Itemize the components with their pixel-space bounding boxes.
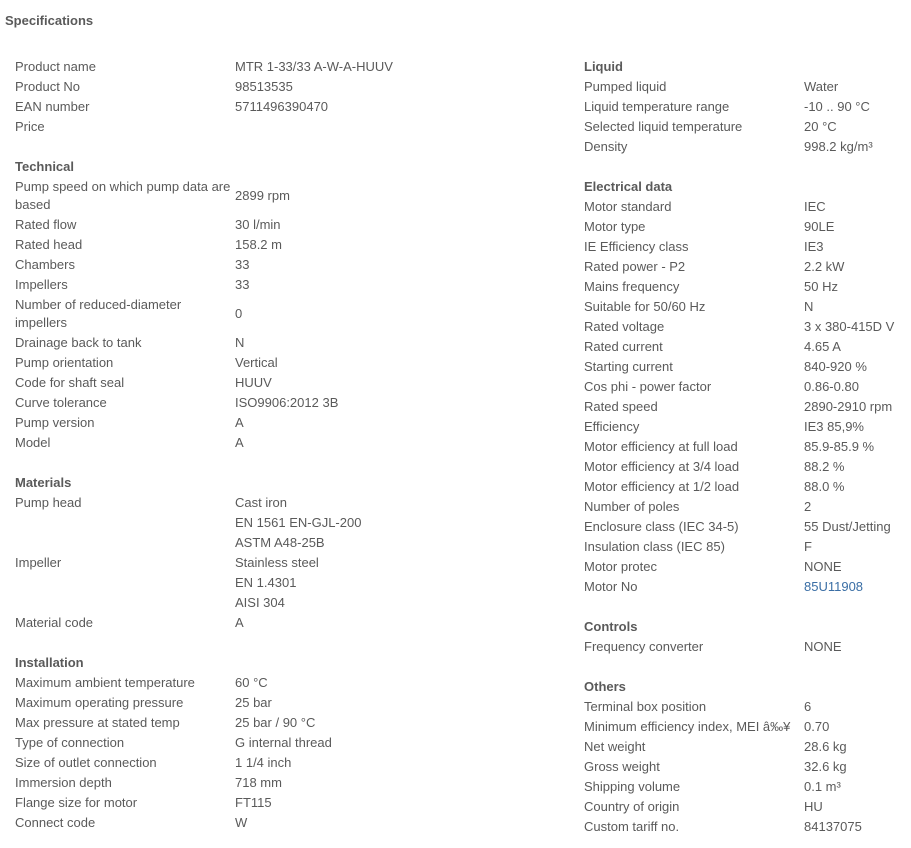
spec-label: Motor efficiency at 3/4 load <box>584 459 740 474</box>
controls-section <box>584 617 908 657</box>
spec-label: Gross weight <box>584 759 660 774</box>
others-section <box>584 677 908 837</box>
spec-label: Motor efficiency at 1/2 load <box>584 479 740 494</box>
spec-label: Rated voltage <box>584 319 665 334</box>
spec-value: Stainless steel <box>235 555 319 570</box>
spec-row <box>584 697 908 717</box>
spec-value: N <box>235 335 245 350</box>
spec-value: A <box>235 415 244 430</box>
spec-value: ASTM A48-25B <box>235 535 325 550</box>
spec-label: Motor standard <box>584 199 672 214</box>
spec-value: 840-920 % <box>804 359 867 374</box>
liquid-section <box>584 57 908 157</box>
spec-value: 88.0 % <box>804 479 845 494</box>
motor-no-link[interactable]: 85U11908 <box>804 579 864 594</box>
spec-row <box>584 197 908 217</box>
spec-row <box>584 757 908 777</box>
spec-label: Minimum efficiency index, MEI â‰¥ <box>584 719 791 734</box>
spec-value: 158.2 m <box>235 237 282 252</box>
spec-value: AISI 304 <box>235 595 285 610</box>
spec-label: Efficiency <box>584 419 640 434</box>
spec-row <box>15 373 565 393</box>
spec-label: Insulation class (IEC 85) <box>584 539 725 554</box>
spec-value: -10 .. 90 °C <box>804 99 870 114</box>
spec-value: 0.86-0.80 <box>804 379 859 394</box>
spec-value: 718 mm <box>235 775 282 790</box>
spec-value: 98513535 <box>235 79 293 94</box>
spec-label: Cos phi - power factor <box>584 379 712 394</box>
spec-label: Pump head <box>15 495 82 510</box>
spec-row <box>584 797 908 817</box>
spec-value: Water <box>804 79 839 94</box>
spec-row <box>584 237 908 257</box>
spec-row <box>15 513 565 533</box>
spec-value: MTR 1-33/33 A-W-A-HUUV <box>235 59 393 74</box>
spec-label: Rated speed <box>584 399 658 414</box>
spec-label: Product No <box>15 79 81 94</box>
spec-label: Drainage back to tank <box>15 335 142 350</box>
spec-row <box>584 417 908 437</box>
spec-value: 3 x 380-415D V <box>804 319 895 334</box>
spec-label: Type of connection <box>15 735 125 750</box>
spec-row <box>15 813 565 833</box>
spec-label: Code for shaft seal <box>15 375 125 390</box>
spec-row <box>15 733 565 753</box>
spec-value: FT115 <box>235 795 272 810</box>
spec-value: 20 °C <box>804 119 837 134</box>
spec-row <box>584 477 908 497</box>
spec-row <box>15 613 565 633</box>
spec-label: Model <box>15 435 51 450</box>
spec-label: Frequency converter <box>584 639 704 654</box>
spec-value: N <box>804 299 814 314</box>
spec-label: Selected liquid temperature <box>584 119 743 134</box>
spec-label: Starting current <box>584 359 673 374</box>
section-heading: Electrical data <box>584 179 673 194</box>
section-heading: Materials <box>15 475 72 490</box>
spec-label: Motor No <box>584 579 638 594</box>
spec-value: 2899 rpm <box>235 188 290 203</box>
spec-label: Impeller <box>15 555 62 570</box>
spec-value: Vertical <box>235 355 278 370</box>
spec-label: Connect code <box>15 815 96 830</box>
spec-row <box>584 577 908 597</box>
spec-value: 33 <box>235 257 250 272</box>
spec-row <box>15 713 565 733</box>
spec-row <box>15 433 565 453</box>
spec-label: Product name <box>15 59 96 74</box>
spec-row <box>15 177 565 215</box>
spec-label: Curve tolerance <box>15 395 107 410</box>
spec-value: 6 <box>804 699 812 714</box>
spec-value: 88.2 % <box>804 459 845 474</box>
spec-row <box>15 393 565 413</box>
spec-value: NONE <box>804 559 842 574</box>
spec-value: 90LE <box>804 219 835 234</box>
spec-row <box>15 413 565 433</box>
spec-row <box>15 295 565 333</box>
spec-value: EN 1.4301 <box>235 575 297 590</box>
spec-value: 84137075 <box>804 819 862 834</box>
spec-value: 2890-2910 rpm <box>804 399 893 414</box>
spec-value: 55 Dust/Jetting <box>804 519 891 534</box>
spec-row <box>584 457 908 477</box>
spec-row <box>15 275 565 295</box>
spec-value: 60 °C <box>235 675 268 690</box>
spec-row <box>584 377 908 397</box>
spec-value: A <box>235 435 244 450</box>
spec-value: 1 1/4 inch <box>235 755 292 770</box>
spec-row <box>15 215 565 235</box>
spec-row <box>584 137 908 157</box>
spec-row <box>15 255 565 275</box>
spec-value: EN 1561 EN-GJL-200 <box>235 515 362 530</box>
section-heading: Installation <box>15 655 84 670</box>
spec-label: Pump version <box>15 415 95 430</box>
spec-label: Country of origin <box>584 799 680 814</box>
left-column <box>15 57 565 833</box>
spec-row <box>584 277 908 297</box>
spec-value: 50 Hz <box>804 279 838 294</box>
spec-row <box>584 817 908 837</box>
spec-row <box>584 217 908 237</box>
spec-value: A <box>235 615 244 630</box>
spec-row <box>584 497 908 517</box>
spec-label: Rated flow <box>15 217 77 232</box>
spec-value: 28.6 kg <box>804 739 847 754</box>
spec-value: 33 <box>235 277 250 292</box>
spec-value: IE3 85,9% <box>804 419 864 434</box>
spec-row <box>15 673 565 693</box>
spec-label: IE Efficiency class <box>584 239 689 254</box>
spec-row <box>15 493 565 513</box>
spec-value: IEC <box>804 199 826 214</box>
spec-label: Motor efficiency at full load <box>584 439 738 454</box>
spec-value: 25 bar <box>235 695 272 710</box>
spec-label: Enclosure class (IEC 34-5) <box>584 519 739 534</box>
spec-value: 85.9-85.9 % <box>804 439 875 454</box>
spec-row <box>15 753 565 773</box>
spec-value: 5711496390470 <box>235 99 329 114</box>
section-heading: Liquid <box>584 59 623 74</box>
spec-row <box>584 357 908 377</box>
spec-label: Maximum operating pressure <box>15 695 184 710</box>
materials-section <box>15 473 565 633</box>
spec-row <box>15 593 565 613</box>
spec-row <box>15 533 565 553</box>
spec-row <box>584 297 908 317</box>
spec-label: Immersion depth <box>15 775 112 790</box>
spec-value: 0 <box>235 306 243 321</box>
spec-row <box>15 333 565 353</box>
spec-row <box>15 97 565 117</box>
spec-row <box>584 637 908 657</box>
spec-row <box>584 337 908 357</box>
spec-row <box>15 793 565 813</box>
spec-row <box>15 773 565 793</box>
spec-row <box>15 117 565 137</box>
spec-label: Rated head <box>15 237 83 252</box>
spec-label: Suitable for 50/60 Hz <box>584 299 706 314</box>
spec-row <box>584 117 908 137</box>
spec-value: ISO9906:2012 3B <box>235 395 339 410</box>
spec-value: 25 bar / 90 °C <box>235 715 316 730</box>
spec-label: Price <box>15 119 45 134</box>
spec-label: Shipping volume <box>584 779 681 794</box>
spec-value: 0.1 m³ <box>804 779 841 794</box>
spec-value: 2.2 kW <box>804 259 845 274</box>
spec-label: EAN number <box>15 99 90 114</box>
spec-row <box>584 717 908 737</box>
spec-row <box>15 693 565 713</box>
spec-label: Flange size for motor <box>15 795 138 810</box>
spec-value: 30 l/min <box>235 217 281 232</box>
spec-label: Net weight <box>584 739 646 754</box>
spec-value: F <box>804 539 812 554</box>
spec-row <box>584 97 908 117</box>
spec-label: Custom tariff no. <box>584 819 680 834</box>
spec-label: Material code <box>15 615 94 630</box>
electrical-section <box>584 177 908 597</box>
spec-value: NONE <box>804 639 842 654</box>
spec-label: Mains frequency <box>584 279 680 294</box>
spec-row <box>15 235 565 255</box>
spec-label: Liquid temperature range <box>584 99 730 114</box>
spec-row <box>15 353 565 373</box>
spec-row <box>15 57 565 77</box>
spec-label: Rated power - P2 <box>584 259 686 274</box>
page-title: Specifications <box>5 13 94 28</box>
spec-label: Chambers <box>15 257 75 272</box>
spec-label: Motor protec <box>584 559 657 574</box>
spec-value: W <box>235 815 248 830</box>
spec-row <box>584 557 908 577</box>
spec-value: 32.6 kg <box>804 759 847 774</box>
spec-row <box>584 77 908 97</box>
general-section <box>15 57 565 137</box>
spec-label: Impellers <box>15 277 68 292</box>
spec-label: Number of poles <box>584 499 680 514</box>
spec-row <box>584 317 908 337</box>
spec-label: Number of reduced-diameter impellers <box>15 297 182 330</box>
spec-row <box>584 437 908 457</box>
spec-value: 0.70 <box>804 719 830 734</box>
spec-value: IE3 <box>804 239 824 254</box>
section-heading: Controls <box>584 619 638 634</box>
spec-row <box>584 737 908 757</box>
spec-label: Maximum ambient temperature <box>15 675 195 690</box>
spec-label: Pumped liquid <box>584 79 667 94</box>
spec-value: HUUV <box>235 375 272 390</box>
spec-label: Max pressure at stated temp <box>15 715 180 730</box>
installation-section <box>15 653 565 833</box>
spec-label: Pump speed on which pump data are based <box>15 179 231 212</box>
spec-row <box>584 397 908 417</box>
spec-value: 2 <box>804 499 812 514</box>
spec-row <box>584 537 908 557</box>
spec-value: 4.65 A <box>804 339 841 354</box>
spec-row <box>584 257 908 277</box>
spec-value: G internal thread <box>235 735 332 750</box>
spec-value: 998.2 kg/m³ <box>804 139 873 154</box>
spec-value: HU <box>804 799 823 814</box>
spec-label: Size of outlet connection <box>15 755 157 770</box>
spec-row <box>584 517 908 537</box>
spec-label: Terminal box position <box>584 699 707 714</box>
spec-label: Motor type <box>584 219 646 234</box>
spec-row <box>15 77 565 97</box>
technical-section <box>15 157 565 453</box>
spec-row <box>15 573 565 593</box>
spec-value: Cast iron <box>235 495 288 510</box>
spec-row <box>15 553 565 573</box>
section-heading: Technical <box>15 159 75 174</box>
spec-label: Rated current <box>584 339 663 354</box>
spec-label: Pump orientation <box>15 355 114 370</box>
spec-row <box>584 777 908 797</box>
spec-label: Density <box>584 139 628 154</box>
right-column <box>584 57 908 837</box>
section-heading: Others <box>584 679 626 694</box>
